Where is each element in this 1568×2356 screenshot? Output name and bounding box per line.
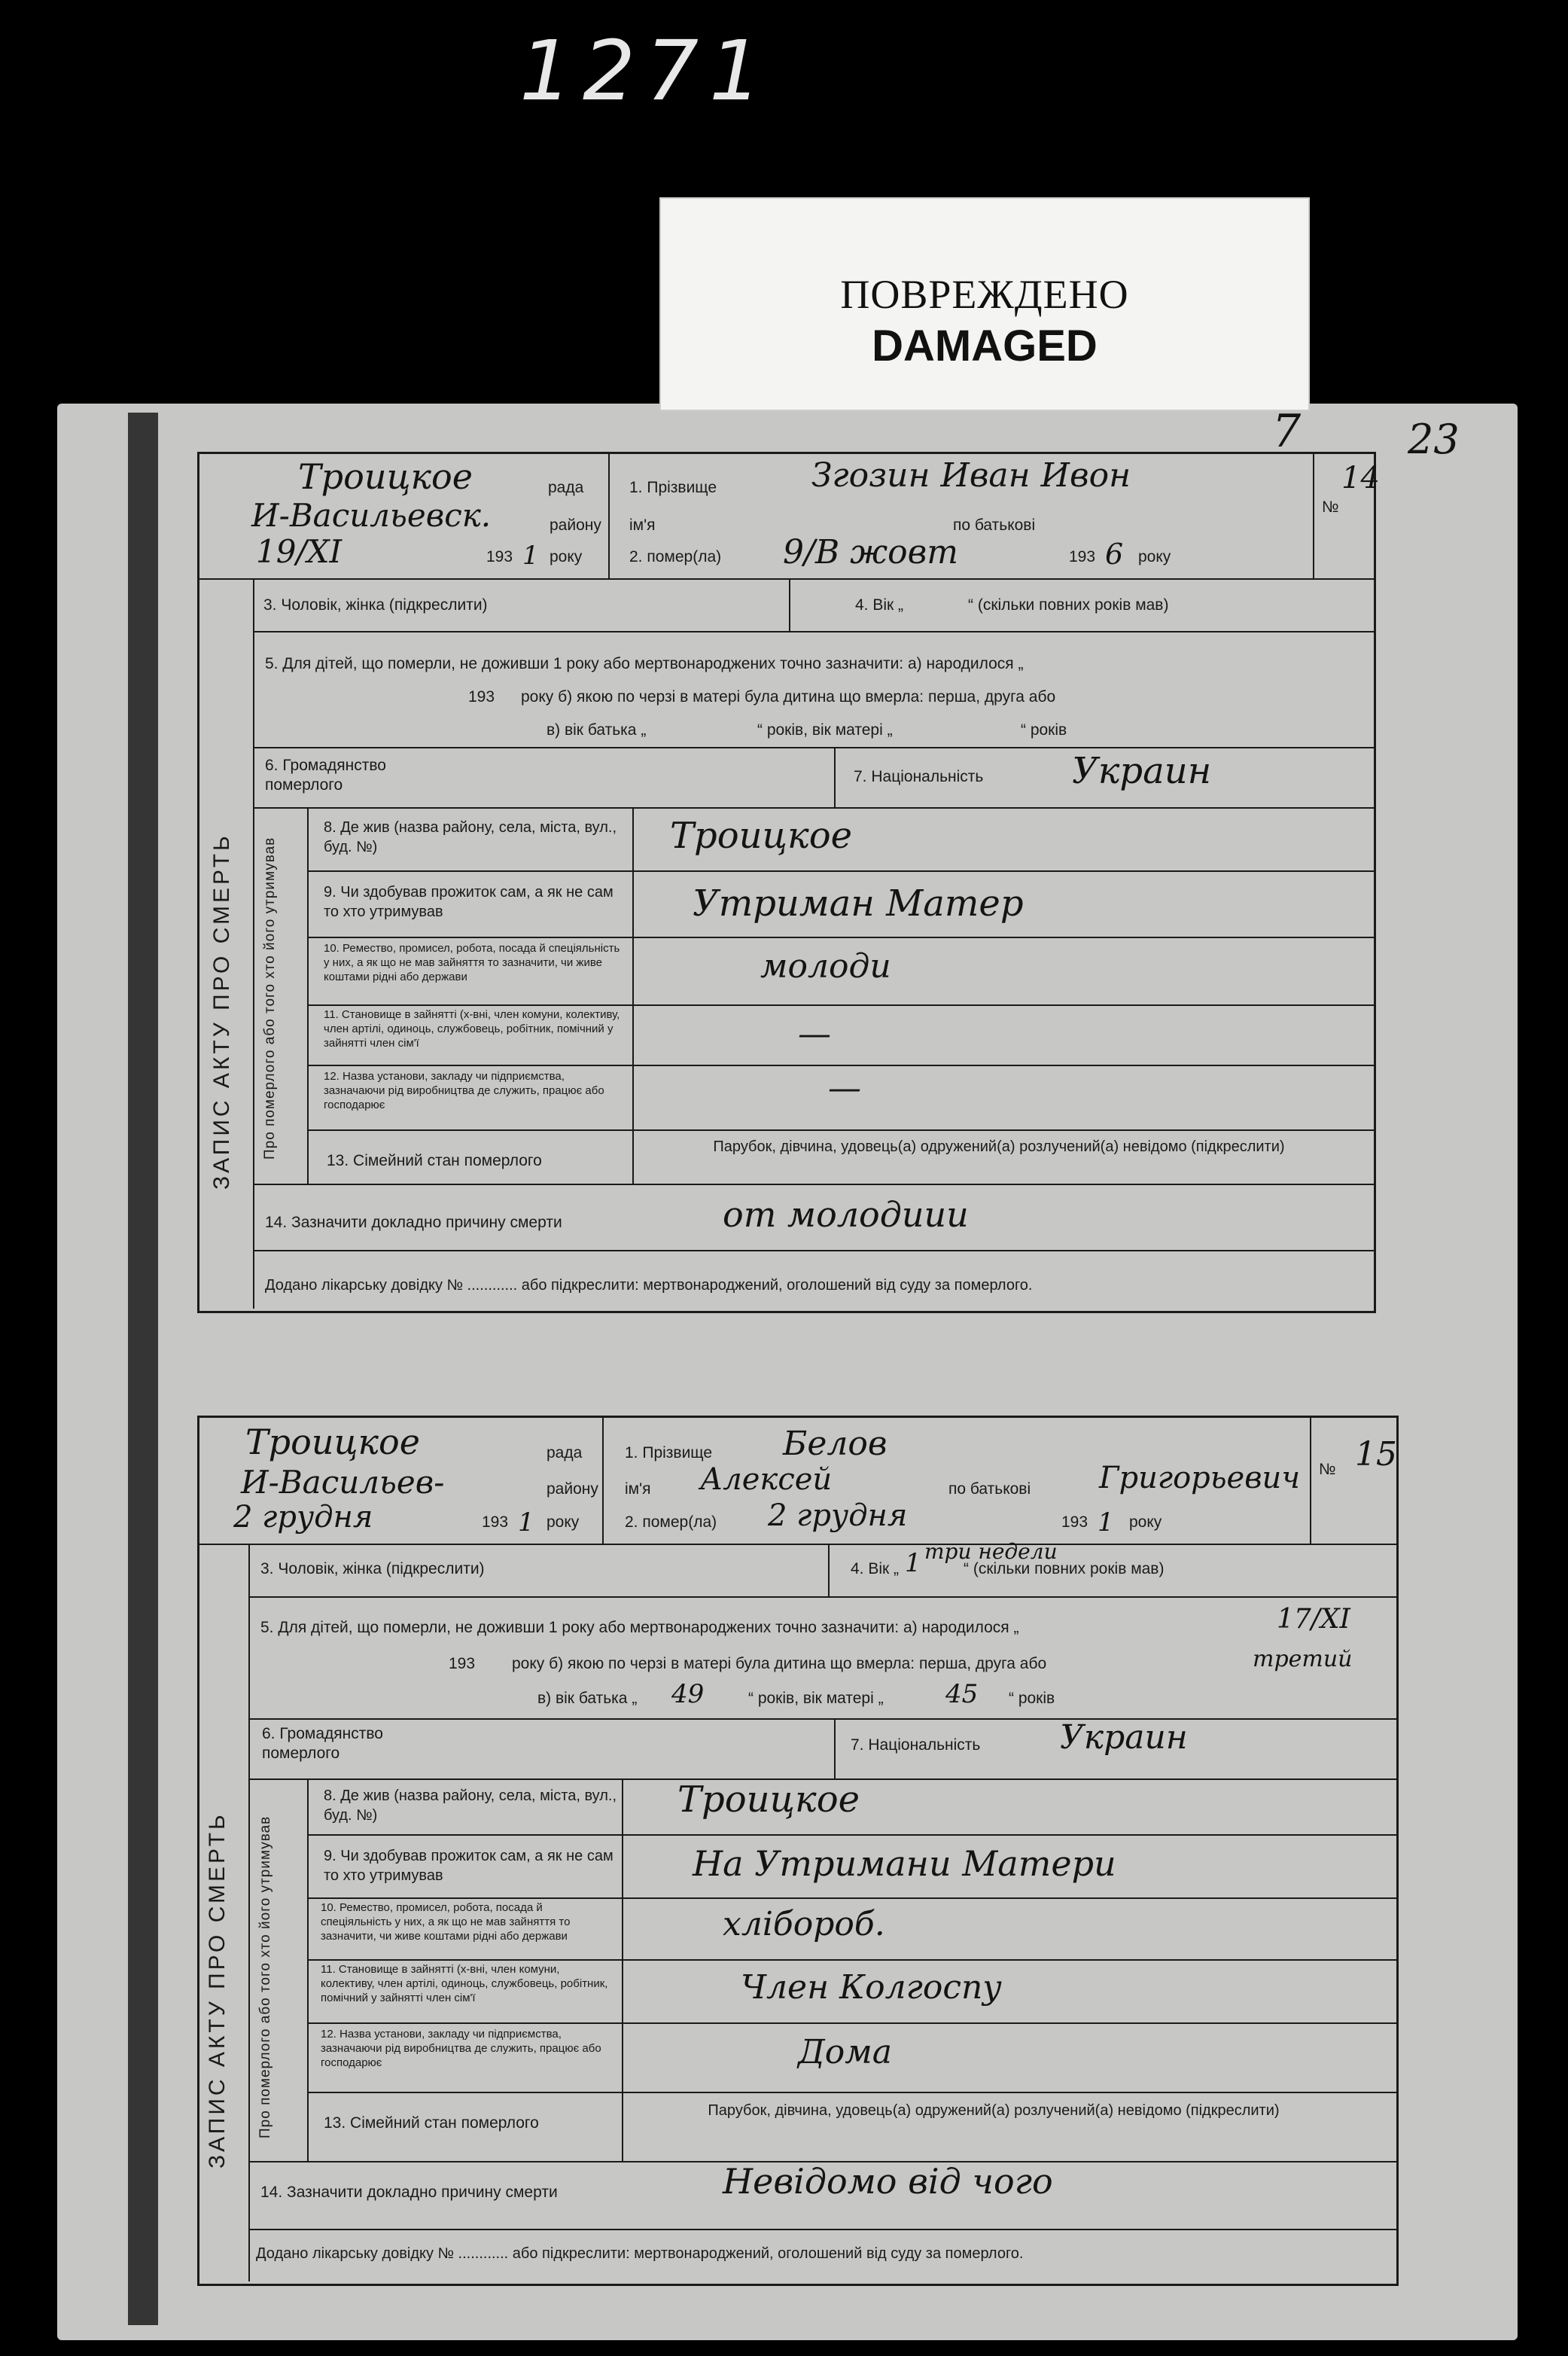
record-2-lived-label: 8. Де жив (назва району, села, міста, вул., буд. №): [324, 1788, 617, 1824]
record-2-died-label: 2. помер(ла): [625, 1513, 717, 1531]
record-2-mother-age: 45: [945, 1679, 979, 1709]
record-2-lived-value: Троицкое: [677, 1778, 860, 1821]
archive-number: 1271: [519, 23, 772, 119]
record-2-citizenship-label: 6. Громадянство померлого: [262, 1725, 383, 1762]
record-1-marital-label: 13. Сімейний стан померлого: [327, 1152, 542, 1169]
record-2-cause-value: Невідомо від чого: [723, 2161, 1053, 2202]
record-2-age-note: “ (скільки повних років мав): [964, 1560, 1165, 1577]
record-1-surname-label: 1. Прізвище: [629, 479, 717, 496]
record-1-age-note: “ (скільки повних років мав): [968, 596, 1169, 614]
record-2-born: 17/XI: [1277, 1604, 1350, 1635]
record-1-rada-value: Троицкое: [298, 456, 473, 497]
record-1-children-q5: “ років, вік матері „: [757, 721, 893, 739]
record-2-died-year-prefix: 193: [1061, 1513, 1088, 1531]
record-2-year-suffix: 1: [518, 1507, 534, 1538]
record-2-employer-value: Дома: [798, 2033, 892, 2071]
record-2-raion-value: И-Васильев-: [241, 1464, 445, 1501]
record-2-age-label: 4. Вік „: [851, 1560, 900, 1577]
sticker-en-text: DAMAGED: [872, 322, 1098, 370]
record-1-children-q4: в) вік батька „: [547, 721, 647, 739]
record-2-name-label: ім'я: [625, 1480, 651, 1498]
record-2-year-prefix: 193: [482, 1513, 509, 1531]
record-1-died-year-prefix: 193: [1069, 548, 1096, 565]
record-1-year-suffix: 1: [522, 541, 539, 571]
record-1-employer-value: —: [828, 1069, 861, 1108]
record-2-no-label: №: [1319, 1461, 1336, 1478]
record-2-children-q4: в) вік батька „: [537, 1690, 638, 1707]
record-2-cause-label: 14. Зазначити докладно причину смерти: [260, 2184, 558, 2201]
record-2-rada-label: рада: [547, 1444, 583, 1461]
binding-spine: [128, 413, 158, 2325]
record-2-marital-label: 13. Сімейний стан померлого: [324, 2114, 539, 2132]
record-2-children-q2: 193: [449, 1655, 476, 1672]
record-1-nationality-value: Украин: [1072, 750, 1212, 792]
record-2-trade-value: хлібороб.: [723, 1905, 885, 1943]
record-1-children-q: 5. Для дітей, що померли, не доживши 1 року або мертвонароджених точно зазначити: а) народилося „: [265, 655, 1024, 672]
record-2-children-q3: року б) якою по черзі в матері була дитина що вмерла: перша, друга або: [512, 1655, 1047, 1672]
record-1-nationality-label: 7. Національність: [854, 768, 984, 785]
record-2-order: третий: [1253, 1646, 1353, 1672]
record-2-trade-label: 10. Ремество, промисел, робота, посада й спеціяльність у них, а як що не мав зайняття то зазначити, чи живе коштами рідні або держави: [321, 1901, 571, 1943]
record-2-children-q: 5. Для дітей, що померли, не доживши 1 року або мертвонароджених точно зазначити: а) народилося „: [260, 1619, 1019, 1636]
record-2-side-sub: Про померлого або того хто його утримував: [257, 1815, 273, 2138]
corner-mark-1: 7: [1272, 405, 1302, 458]
record-1-status-label: 11. Становище в зайнятті (х-вні, член комуни, колективу, член артілі, одиноць, службовець, робітник, помічний у зайнятті член сім'ї: [324, 1008, 620, 1050]
record-1-footer: Додано лікарську довідку № ............ або підкреслити: мертвонароджений, оголошений від суду за померлого.: [265, 1277, 1033, 1294]
record-2-livelihood-value: На Утримани Матери: [693, 1843, 1116, 1884]
record-2-died-rok: року: [1129, 1513, 1162, 1531]
record-2-died-date: 2 грудня: [768, 1498, 908, 1533]
corner-mark-2: 23: [1408, 416, 1460, 463]
record-2-nationality-value: Украин: [1060, 1718, 1188, 1757]
record-2-footer: Додано лікарську довідку № ............ або підкреслити: мертвонароджений, оголошений від суду за померлого.: [256, 2245, 1024, 2262]
record-1-rok-label: року: [550, 548, 583, 565]
record-1-children-q3: року б) якою по черзі в матері була дитина що вмерла: перша, друга або: [521, 688, 1056, 706]
record-1-no-label: №: [1322, 498, 1339, 516]
record-1-children-q2: 193: [468, 688, 495, 706]
record-1-surname-value: Згозин Иван Ивон: [811, 456, 1131, 495]
record-2-raion-label: району: [547, 1480, 598, 1498]
record-2-nationality-label: 7. Національність: [851, 1736, 981, 1754]
record-2-name-value: Алексей: [700, 1462, 833, 1497]
record-2-status-label: 11. Становище в зайнятті (х-вні, член комуни, колективу, член артілі, одиноць, службовець, робітник, помічний у зайнятті член сім'ї: [321, 1963, 608, 2004]
record-2-sex-label: 3. Чоловік, жінка (підкреслити): [260, 1560, 485, 1577]
record-1-status-value: —: [798, 1015, 831, 1053]
record-2-marital-opts: Парубок, дівчина, удовець(а) одружений(а) розлучений(а) невідомо (підкреслити): [708, 2102, 1280, 2119]
record-1-died-rok: року: [1138, 548, 1171, 565]
record-1-lived-label: 8. Де жив (назва району, села, міста, вул., буд. №): [324, 819, 617, 855]
record-1-sex-label: 3. Чоловік, жінка (підкреслити): [263, 596, 488, 614]
record-1-date: 19/XI: [256, 533, 343, 570]
record-2-status-value: Член Колгоспу: [741, 1968, 1002, 2007]
record-1-rada-label: рада: [548, 479, 584, 496]
record-1-livelihood-label: 9. Чи здобував прожиток сам, а як не сам то хто утримував: [324, 884, 613, 920]
record-1-children-q6: “ років: [1021, 721, 1067, 739]
record-2-patronymic-value: Григорьевич: [1099, 1461, 1301, 1495]
record-1-side-title: ЗАПИС АКТУ ПРО СМЕРТЬ: [209, 833, 234, 1190]
record-1-number: 14: [1341, 461, 1380, 495]
record-1-trade-value: молоди: [760, 947, 891, 986]
record-1-livelihood-value: Утриман Матер: [693, 882, 1024, 925]
record-2-surname-value: Белов: [783, 1425, 888, 1463]
record-2-children-q5: “ років, вік матері „: [748, 1690, 884, 1707]
record-2-livelihood-label: 9. Чи здобував прожиток сам, а як не сам то хто утримував: [324, 1848, 613, 1884]
record-1-name-label: ім'я: [629, 517, 656, 534]
record-2-rada-value: Троицкое: [245, 1422, 420, 1462]
record-2-number: 15: [1355, 1435, 1397, 1474]
record-1-died-label: 2. помер(ла): [629, 548, 722, 565]
record-2-age-value: 1: [905, 1548, 921, 1578]
record-1-year-prefix: 193: [486, 548, 513, 565]
record-2-died-year: 1: [1098, 1507, 1114, 1538]
record-2-rok-label: року: [547, 1513, 580, 1531]
record-2-date: 2 грудня: [233, 1500, 373, 1535]
record-1-side-sub: Про померлого або того хто його утримував: [262, 837, 278, 1160]
damaged-sticker: [659, 197, 1310, 411]
record-2-patronymic-label: по батькові: [948, 1480, 1031, 1498]
record-1-raion-label: району: [550, 517, 601, 534]
record-1-cause-value: от молодиии: [723, 1194, 969, 1235]
record-1-died-date: 9/B жовт: [783, 533, 958, 571]
record-2-employer-label: 12. Назва установи, закладу чи підприємства, зазначаючи рід виробництва де служить, працює або гоcподарює: [321, 2028, 601, 2069]
record-1-died-year: 6: [1105, 538, 1124, 571]
record-1-citizenship-label: 6. Громадянство померлого: [265, 757, 386, 794]
record-1-cause-label: 14. Зазначити докладно причину смерти: [265, 1214, 562, 1231]
record-2-surname-label: 1. Прізвище: [625, 1444, 713, 1461]
record-1-marital-opts: Парубок, дівчина, удовець(а) одружений(а) розлучений(а) невідомо (підкреслити): [713, 1138, 1285, 1155]
record-2-age-extra: три недели: [924, 1539, 1058, 1564]
record-2-children-q6: “ років: [1009, 1690, 1055, 1707]
record-2-father-age: 49: [671, 1679, 705, 1709]
record-1-patronymic-label: по батькові: [953, 517, 1036, 534]
record-1-employer-label: 12. Назва установи, закладу чи підприємства, зазначаючи рід виробництва де служить, працює або гоcподарює: [324, 1070, 604, 1111]
record-1-trade-label: 10. Ремество, промисел, робота, посада й спеціяльність у них, а як що не мав зайняття то зазначити, чи живе коштами рідні або держави: [324, 942, 620, 983]
record-1-age-label: 4. Вік „: [855, 596, 904, 614]
sticker-ru-text: ПОВРЕЖДЕНО: [840, 272, 1129, 317]
record-1-raion-value: И-Васильевск.: [251, 497, 492, 534]
record-1-lived-value: Троицкое: [670, 815, 853, 857]
record-2-side-title: ЗАПИС АКТУ ПРО СМЕРТЬ: [205, 1812, 230, 2169]
